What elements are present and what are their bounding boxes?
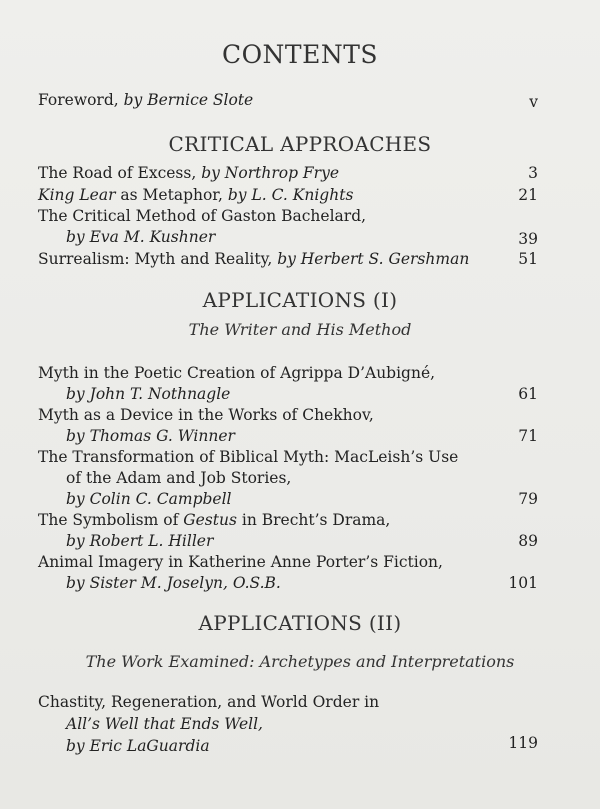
entry-page: 119 xyxy=(508,734,538,752)
toc-entry: Myth as a Device in the Works of Chekhov, xyxy=(38,406,374,424)
toc-entry: Animal Imagery in Katherine Anne Porter’s Fiction, xyxy=(38,553,443,571)
toc-entry-author-line: by John T. Nothnagle xyxy=(66,385,231,403)
section-heading-applications-1: APPLICATIONS (I) xyxy=(202,288,398,312)
toc-entry-continued: All’s Well that Ends Well, xyxy=(66,715,263,733)
section-heading-critical: CRITICAL APPROACHES xyxy=(168,132,432,156)
toc-entry: King Lear as Metaphor, by L. C. Knights xyxy=(38,186,354,204)
toc-entry-foreword xyxy=(38,90,253,110)
entry-title: Foreword, xyxy=(38,91,119,109)
entry-page: v xyxy=(529,93,538,111)
toc-entry-continued: of the Adam and Job Stories, xyxy=(66,469,292,487)
section-subheading-applications-2: The Work Examined: Archetypes and Interpretations xyxy=(85,652,515,671)
toc-entry: The Transformation of Biblical Myth: MacLeish’s Use xyxy=(38,448,459,466)
entry-page: 39 xyxy=(518,230,538,248)
section-heading-applications-2: APPLICATIONS (II) xyxy=(198,611,402,635)
toc-entry-author-line: by Robert L. Hiller xyxy=(66,532,214,550)
toc-entry: The Road of Excess, by Northrop Frye xyxy=(38,164,340,182)
entry-page: 79 xyxy=(518,490,538,508)
entry-page: 21 xyxy=(518,186,538,204)
entry-page: 61 xyxy=(518,385,538,403)
toc-entry: The Critical Method of Gaston Bachelard, xyxy=(38,207,367,225)
section-subheading-applications-1: The Writer and His Method xyxy=(188,320,412,339)
entry-page: 89 xyxy=(518,532,538,550)
toc-entry: Myth in the Poetic Creation of Agrippa D’Aubigné, xyxy=(38,364,436,382)
toc-entry-author-line: by Eric LaGuardia xyxy=(66,737,210,755)
toc-entry-author-line: by Colin C. Campbell xyxy=(66,490,232,508)
toc-entry: Chastity, Regeneration, and World Order in xyxy=(38,693,380,711)
entry-author: by Bernice Slote xyxy=(123,91,254,109)
entry-page: 3 xyxy=(528,164,538,182)
page-title: CONTENTS xyxy=(221,40,379,69)
toc-entry-author-line: by Sister M. Joselyn, O.S.B. xyxy=(66,574,281,592)
toc-entry-author-line: by Thomas G. Winner xyxy=(66,427,235,445)
toc-entry: Surrealism: Myth and Reality, by Herbert S. Gershman xyxy=(38,250,470,268)
entry-page: 51 xyxy=(518,250,538,268)
toc-entry-author-line: by Eva M. Kushner xyxy=(66,228,216,246)
entry-page: 71 xyxy=(518,427,538,445)
toc-entry: The Symbolism of Gestus in Brecht’s Drama, xyxy=(38,511,391,529)
entry-page: 101 xyxy=(508,574,538,592)
